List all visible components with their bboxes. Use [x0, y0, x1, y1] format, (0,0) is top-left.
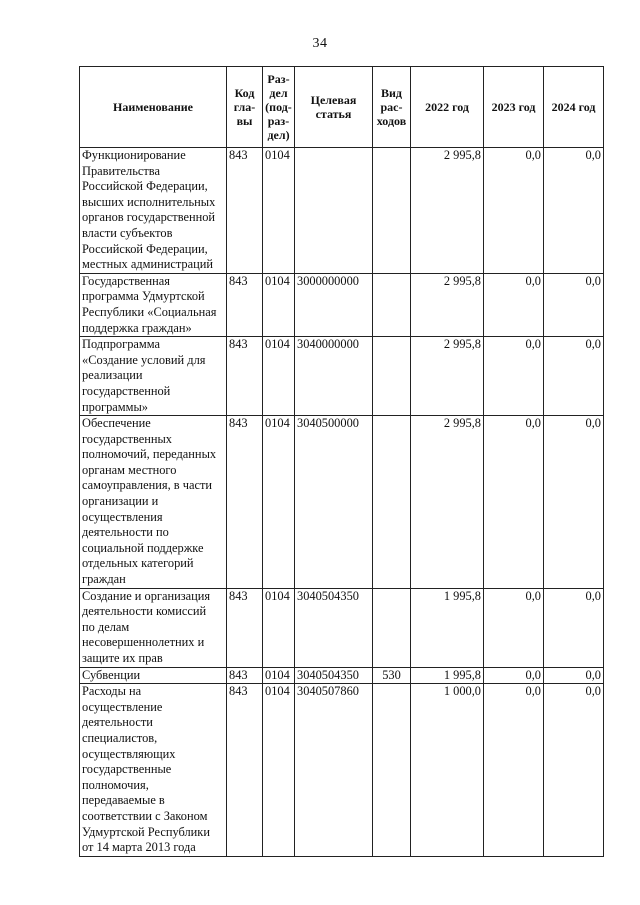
row-expense-kind: [373, 416, 411, 589]
row-expense-kind: [373, 337, 411, 416]
row-name: Обеспечение государственных полномочий, переданных органам местного самоуправления, в части организации и осуществления деятельности по социальной поддержке отдельных категорий граждан: [80, 416, 227, 589]
table-row: [80, 148, 604, 274]
row-target: 3040504350: [295, 667, 373, 684]
header-2024: 2024 год: [544, 67, 604, 148]
row-chapter-code: 843: [227, 273, 263, 336]
header-target: Целевая статья: [295, 67, 373, 148]
row-2022: 1 000,0: [411, 684, 484, 857]
row-chapter-code: 843: [227, 667, 263, 684]
row-2024: 0,0: [544, 273, 604, 336]
row-2023: 0,0: [484, 588, 544, 667]
budget-table: [79, 66, 604, 857]
row-target: 3000000000: [295, 273, 373, 336]
row-name: Создание и организация деятельности комиссий по делам несовершеннолетних и защите их прав: [80, 588, 227, 667]
row-name: Расходы на осуществление деятельности специалистов, осуществляющих государственные полномочия, передаваемые в соответствии с Законом Удмуртской Республики от 14 марта 2013 года: [80, 684, 227, 857]
header-2023: 2023 год: [484, 67, 544, 148]
row-2024: 0,0: [544, 148, 604, 274]
row-expense-kind: [373, 588, 411, 667]
table-row: [80, 684, 604, 857]
table-row: [80, 273, 604, 336]
row-chapter-code: 843: [227, 337, 263, 416]
row-target: 3040500000: [295, 416, 373, 589]
header-chapter-code: Код гла- вы: [227, 67, 263, 148]
row-2022: 1 995,8: [411, 667, 484, 684]
row-section: 0104: [263, 667, 295, 684]
row-2024: 0,0: [544, 416, 604, 589]
header-section: Раз- дел (под- раз- дел): [263, 67, 295, 148]
row-2022: 2 995,8: [411, 273, 484, 336]
row-name: Функционирование Правительства Российской Федерации, высших исполнительных органов государственной власти субъектов Российской Федерации, местных администраций: [80, 148, 227, 274]
row-2022: 1 995,8: [411, 588, 484, 667]
row-section: 0104: [263, 337, 295, 416]
row-2022: 2 995,8: [411, 148, 484, 274]
page-number: 34: [312, 36, 328, 51]
table-row: [80, 588, 604, 667]
row-2024: 0,0: [544, 667, 604, 684]
row-chapter-code: 843: [227, 684, 263, 857]
row-2022: 2 995,8: [411, 337, 484, 416]
row-name: Субвенции: [80, 667, 227, 684]
row-expense-kind: [373, 684, 411, 857]
row-expense-kind: 530: [373, 667, 411, 684]
row-target: [295, 148, 373, 274]
row-2024: 0,0: [544, 588, 604, 667]
row-section: 0104: [263, 416, 295, 589]
row-section: 0104: [263, 588, 295, 667]
row-section: 0104: [263, 684, 295, 857]
table-row: [80, 337, 604, 416]
row-name: Подпрограмма «Создание условий для реализации государственной программы»: [80, 337, 227, 416]
row-chapter-code: 843: [227, 416, 263, 589]
row-name: Государственная программа Удмуртской Республики «Социальная поддержка граждан»: [80, 273, 227, 336]
row-expense-kind: [373, 273, 411, 336]
header-2022: 2022 год: [411, 67, 484, 148]
row-chapter-code: 843: [227, 148, 263, 274]
row-2022: 2 995,8: [411, 416, 484, 589]
row-2024: 0,0: [544, 684, 604, 857]
row-target: 3040504350: [295, 588, 373, 667]
row-2023: 0,0: [484, 148, 544, 274]
row-chapter-code: 843: [227, 588, 263, 667]
row-target: 3040507860: [295, 684, 373, 857]
row-section: 0104: [263, 148, 295, 274]
row-2023: 0,0: [484, 273, 544, 336]
table-row: [80, 667, 604, 684]
row-2023: 0,0: [484, 684, 544, 857]
table-row: [80, 416, 604, 589]
row-2024: 0,0: [544, 337, 604, 416]
header-row: [80, 67, 604, 148]
row-section: 0104: [263, 273, 295, 336]
row-target: 3040000000: [295, 337, 373, 416]
header-name: Наименование: [80, 67, 227, 148]
row-2023: 0,0: [484, 337, 544, 416]
row-2023: 0,0: [484, 416, 544, 589]
header-expense-kind: Вид рас- ходов: [373, 67, 411, 148]
row-expense-kind: [373, 148, 411, 274]
row-2023: 0,0: [484, 667, 544, 684]
